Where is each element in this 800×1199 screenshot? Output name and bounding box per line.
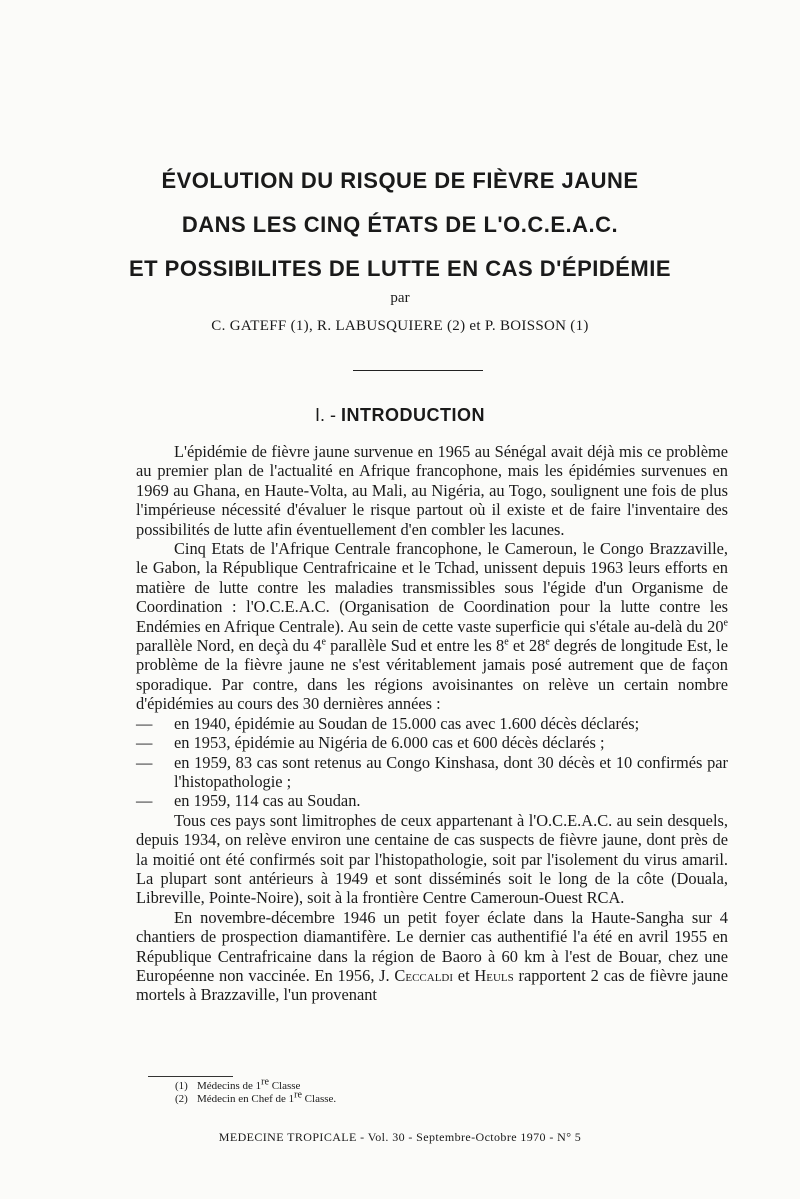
journal-footer: MEDECINE TROPICALE - Vol. 30 - Septembre-Octobre 1970 - N° 5 bbox=[218, 1130, 582, 1144]
author-name-heuls: Heuls bbox=[474, 965, 514, 985]
title-separator bbox=[353, 370, 483, 371]
article-title-line-2: DANS LES CINQ ÉTATS DE L'O.C.E.A.C. bbox=[181, 212, 619, 237]
paragraph-2: Cinq Etats de l'Afrique Centrale francophone, le Cameroun, le Congo Brazzaville, le Gabon, la République Centrafricaine et le Tchad, unissent depuis 1963 leurs efforts en matière de lutte contre les maladies transmissibles sous l'égide d'un Organisme de Coordination : l'O.C.E.A.C. (Organisation de Coordination pour la lutte contre les Endémies en Afrique Centrale). Au sein de cette vaste superficie qui s'étale au-delà du 20e parallèle Nord, en deçà du 4e parallèle Sud et entre les 8e et 28e degrés de longitude Est, le problème de la fièvre jaune ne s'est véritablement jamais posé autrement que de façon sporadique. Par contre, dans les régions avoisinantes on relève un certain nombre d'épidémies au cours des 30 dernières années : bbox=[136, 539, 728, 714]
footnote-1: (1) Médecins de 1re Classe bbox=[175, 1076, 301, 1092]
section-title: INTRODUCTION bbox=[341, 405, 485, 425]
paragraph-1: L'épidémie de fièvre jaune survenue en 1965 au Sénégal avait déjà mis ce problème au premier plan de l'actualité en Afrique francophone, mais les épidémies survenues en 1969 au Ghana, en Haute-Volta, au Mali, au Nigéria, au Togo, soulignent une fois de plus l'impérieuse nécessité d'évaluer le risque partout où il existe et de faire l'inventaire des possibilités de lutte afin éventuellement d'en combler les lacunes. bbox=[136, 442, 728, 539]
article-title-line-3: ET POSSIBILITES DE LUTTE EN CAS D'ÉPIDÉMIE bbox=[128, 256, 672, 281]
author-name-ceccaldi: Ceccaldi bbox=[394, 965, 454, 985]
epidemic-list bbox=[136, 714, 728, 811]
footnote-separator bbox=[148, 1076, 233, 1077]
footnote-2: (2) Médecin en Chef de 1re Classe. bbox=[175, 1089, 337, 1105]
footnotes bbox=[175, 1076, 337, 1106]
list-item: — en 1953, épidémie au Nigéria de 6.000 cas et 600 décès déclarés ; bbox=[136, 733, 605, 753]
paragraph-4: En novembre-décembre 1946 un petit foyer éclate dans la Haute-Sangha sur 4 chantiers de prospection diamantifère. Le dernier cas authentifié l'a été en avril 1955 en République Centrafricaine dans la région de Baoro à 60 km à l'est de Bouar, chez une Européenne non vaccinée. En 1956, J. Ceccaldi et Heuls rapportent 2 cas de fièvre jaune mortels à Brazzaville, l'un provenant bbox=[136, 907, 728, 1005]
article-body bbox=[136, 442, 728, 1005]
byline-par: par bbox=[390, 290, 410, 306]
list-item: — en 1940, épidémie au Soudan de 15.000 cas avec 1.600 décès déclarés; bbox=[136, 713, 640, 733]
paragraph-3: Tous ces pays sont limitrophes de ceux appartenant à l'O.C.E.A.C. au sein desquels, depuis 1934, on relève environ une centaine de cas suspects de fièvre jaune, dont près de la moitié ont été confirmés soit par l'histopathologie, soit par l'isolement du virus amaril. La plupart sont antérieurs à 1949 et sont disséminés soit le long de la côte (Douala, Libreville, Pointe-Noire), soit à la frontière Centre Cameroun-Ouest RCA. bbox=[136, 810, 728, 908]
list-item: — en 1959, 114 cas au Soudan. bbox=[136, 791, 361, 811]
article-title-line-1: ÉVOLUTION DU RISQUE DE FIÈVRE JAUNE bbox=[161, 168, 639, 193]
section-number: I. - bbox=[315, 405, 341, 425]
author-list: C. GATEFF (1), R. LABUSQUIERE (2) et P. BOISSON (1) bbox=[211, 318, 589, 334]
section-heading bbox=[0, 405, 800, 426]
list-item: — en 1959, 83 cas sont retenus au Congo Kinshasa, dont 30 décès et 10 confirmés par l'histopathologie ; bbox=[136, 752, 728, 791]
